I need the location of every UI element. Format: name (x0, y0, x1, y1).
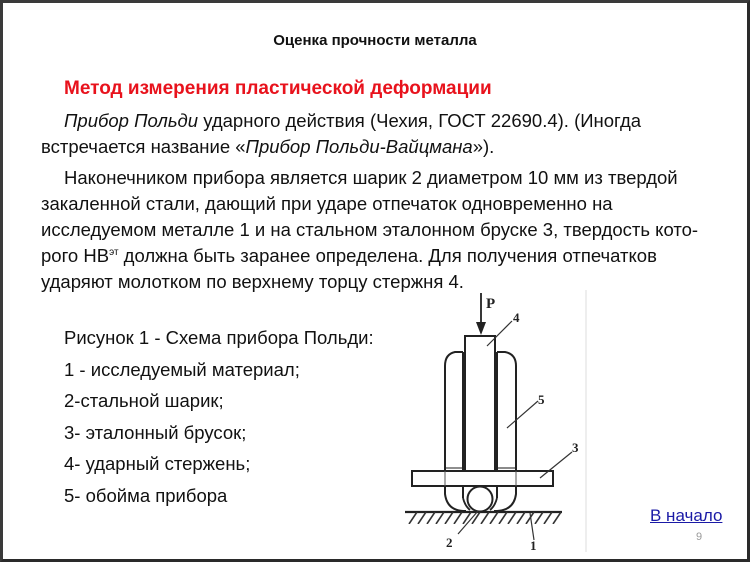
steel-ball (468, 487, 493, 512)
impact-rod (465, 336, 495, 471)
device-name-italic: Прибор Польди (64, 110, 199, 131)
paragraph-line: Наконечником прибора является шарик 2 диаметром 10 мм из твердой (64, 167, 678, 188)
alt-name-italic: Прибор Польди-Вайцмана (245, 136, 473, 157)
text-span: рого HB (41, 245, 110, 266)
text-span: ударного действия (Чехия, ГОСТ 22690.4). (Иногда (198, 110, 642, 131)
label-5: 5 (538, 392, 545, 407)
paragraph-line: исследуемом металле 1 и на стальном эталонном бруске 3, твердость кото- (41, 219, 699, 240)
figure-legend (64, 325, 374, 514)
label-1: 1 (530, 538, 537, 553)
reference-bar (412, 471, 553, 486)
section-heading: Метод измерения пластической деформации (64, 78, 492, 99)
legend-item: 1 - исследуемый материал; (64, 358, 300, 380)
legend-item: 5- обойма прибора (64, 484, 228, 506)
back-to-start-link[interactable]: В начало (650, 506, 723, 525)
paragraph-line (41, 134, 494, 160)
label-3: 3 (572, 440, 579, 455)
label-2: 2 (446, 535, 453, 550)
legend-item: 4- ударный стержень; (64, 453, 251, 474)
paragraph-line: закаленной стали, дающий при ударе отпечаток одновременно на (41, 193, 613, 214)
text-span: »). (472, 136, 495, 157)
legend-item: 3- эталонный брусок; (64, 421, 247, 443)
text-span: должна быть заранее определена. Для получения отпечатков (118, 245, 657, 266)
ground-hatching (409, 512, 561, 524)
superscript: эт (109, 247, 119, 258)
text-span: встречается название « (41, 136, 246, 157)
paragraph-line (41, 243, 657, 269)
legend-item: 2-стальной шарик; (64, 390, 224, 411)
slide-title: Оценка прочности металла (273, 32, 477, 49)
label-4: 4 (513, 310, 520, 325)
paragraph-line (64, 108, 641, 134)
force-label: P (486, 296, 496, 312)
page-number: 9 (696, 531, 703, 543)
paragraph-line: ударяют молотком по верхнему торцу стержня 4. (41, 271, 464, 292)
figure-caption: Рисунок 1 - Схема прибора Польди: (64, 327, 374, 348)
poldi-device-diagram (396, 286, 588, 554)
